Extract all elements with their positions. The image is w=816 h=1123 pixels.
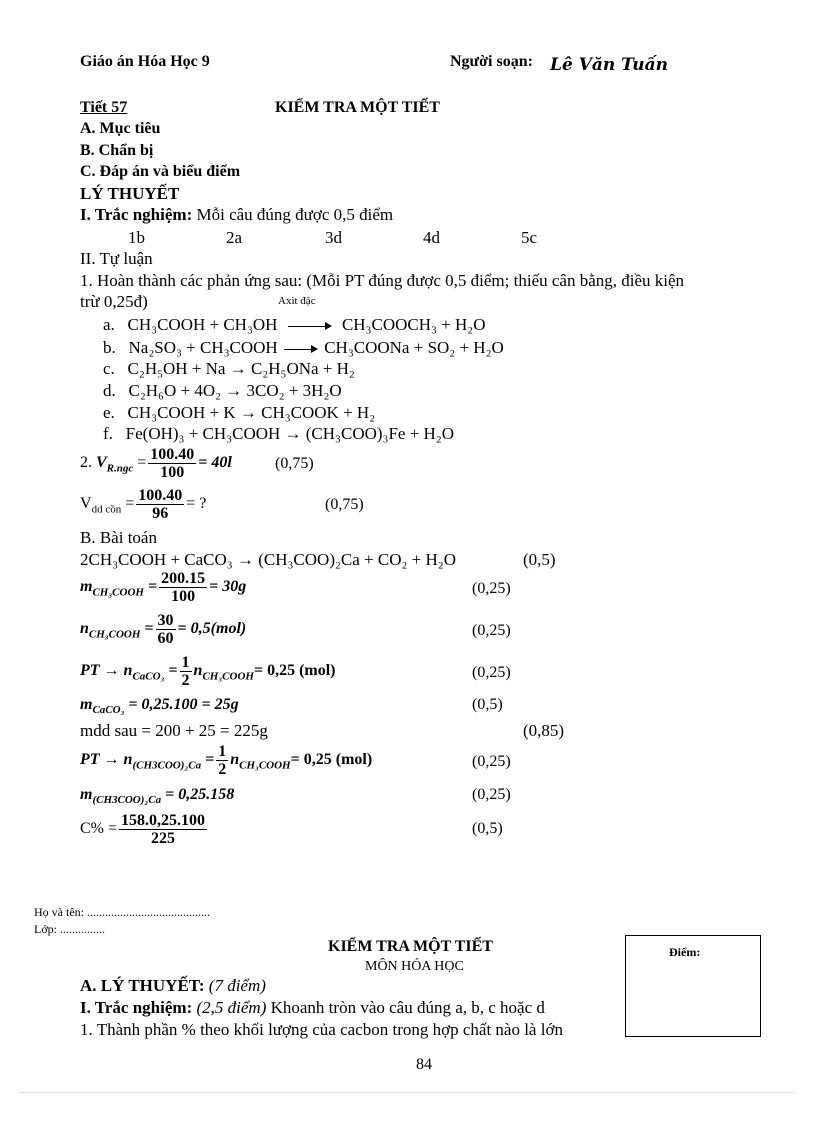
mc-instruction: Khoanh tròn vào câu đúng a, b, c hoặc d (266, 998, 545, 1017)
step-lhs: n (80, 620, 89, 638)
step-sub: CH₃COOH (92, 586, 144, 599)
reaction-left: Na₂SO₃ + CH₃COOH (128, 338, 278, 357)
step-eq: = (168, 662, 178, 680)
step-3-score: (0,25) (472, 664, 511, 681)
lesson-number: Tiết 57 (80, 99, 128, 116)
step-sub: (CH3COO)₂Ca (132, 759, 202, 772)
reaction-f (103, 424, 454, 444)
score-label: Điểm: (669, 945, 701, 959)
reaction-b (103, 338, 504, 358)
reaction-c (103, 359, 355, 379)
step-num: 200.15 (161, 570, 206, 587)
reaction-arrow-icon (284, 344, 318, 354)
theory-heading: LÝ THUYẾT (80, 184, 180, 203)
mc-label: I. Trắc nghiệm: (80, 205, 193, 224)
answer-5: 5c (521, 228, 538, 247)
step-eq: = (147, 578, 158, 596)
section-points: (7 điểm) (204, 976, 266, 995)
mc-label: I. Trắc nghiệm: (80, 998, 193, 1017)
step-2 (80, 612, 246, 647)
q2-score-1: (0,75) (275, 455, 314, 472)
q2-num: 100.40 (150, 446, 195, 463)
step-8 (80, 812, 209, 847)
q2-lhs: V (96, 454, 107, 472)
essay-q1-line2: trừ 0,25đ) (80, 292, 148, 311)
reaction-right: CH₃COONa + SO₂ + H₂O (324, 338, 504, 357)
reaction-left: CH₃COOH + CH₃OH (127, 315, 278, 334)
answer-4: 4d (423, 228, 440, 247)
step-5-score: (0,85) (523, 721, 565, 740)
header-title: Giáo án Hóa Học 9 (80, 53, 210, 70)
step-sub: CaCO₃ (132, 670, 165, 683)
step-num: 1 (181, 654, 190, 671)
q2-result: = 40l (198, 454, 232, 472)
step-result: n (230, 751, 240, 769)
exam-section-a (80, 976, 266, 996)
essay-heading: II. Tự luận (80, 249, 153, 268)
step-sub: (CH3COO)₂Ca (92, 794, 162, 807)
answer-2: 2a (226, 228, 243, 247)
step-1 (80, 570, 246, 605)
step-lhs: m (80, 578, 93, 596)
step-result-2: = 0,25 (mol) (290, 751, 373, 769)
step-7-score: (0,25) (472, 786, 511, 803)
reaction-a (103, 315, 486, 335)
step-num: 158.0,25.100 (121, 812, 206, 829)
step-result: = 30g (209, 578, 247, 596)
reaction-e (103, 403, 375, 423)
step-eq: = (205, 751, 215, 769)
section-b: B. Chẩn bị (80, 142, 154, 159)
class-line: Lớp: ............... (34, 922, 106, 936)
section-label: A. LÝ THUYẾT: (80, 976, 205, 995)
reaction-label: b. (103, 338, 116, 357)
q2-formula-1: 2. $V_{R.ngc}$ = $\frac{100.40}{100}$ = 40l (80, 446, 232, 481)
step-sub: CH₃COOH (88, 628, 141, 641)
condition-label: Axit đặc (278, 295, 316, 307)
reaction-label: f. (103, 424, 113, 443)
reaction-arrow-icon (288, 321, 332, 331)
q2-sub: R.ngc (106, 462, 134, 475)
problem-equation-score: (0,5) (523, 550, 556, 569)
step-lhs: PT → n (80, 751, 133, 769)
problem-equation: 2CH₃COOH + CaCO₃ → (CH₃COO)₂Ca + CO₂ + H₂O (80, 550, 456, 569)
step-num: 30 (157, 612, 174, 629)
exam-title: KIỂM TRA MỘT TIẾT (328, 938, 493, 955)
step-lhs: C% = (80, 820, 118, 838)
reaction-label: e. (103, 403, 115, 422)
q2-den: 100 (160, 464, 185, 481)
step-6-score: (0,25) (472, 753, 511, 770)
mc-points: (2,5 điểm) (192, 998, 267, 1017)
essay-q1-line1: 1. Hoàn thành các phản ứng sau: (Mỗi PT đúng được 0,5 điểm; thiếu cân bằng, điều kiện (80, 271, 685, 290)
step-6 (80, 743, 372, 778)
mc-line (80, 205, 393, 225)
answer-1: 1b (128, 228, 145, 247)
name-line: Họ và tên: ......................................... (34, 905, 210, 919)
lesson-title: KIỂM TRA MỘT TIẾT (275, 99, 440, 116)
step-den: 2 (218, 761, 227, 778)
step-result: n (193, 662, 203, 680)
page-number: 84 (416, 1056, 432, 1073)
step-den: 2 (181, 672, 190, 689)
section-a: A. Mục tiêu (80, 120, 161, 137)
step-lhs: PT → n (80, 662, 133, 680)
q2-sub: dd cồn (91, 503, 122, 516)
step-3 (80, 654, 336, 689)
step-5: mdd sau = 200 + 25 = 225g (80, 721, 268, 740)
step-1-score: (0,25) (472, 580, 511, 597)
step-den: 100 (171, 588, 196, 605)
problem-heading: B. Bài toán (80, 528, 157, 547)
reaction-text: C₂H₅OH + Na → C₂H₅ONa + H₂ (127, 359, 355, 378)
exam-subtitle: MÔN HÓA HỌC (365, 959, 464, 974)
step-num: 1 (218, 743, 227, 760)
reaction-label: d. (103, 381, 116, 400)
step-8-score: (0,5) (472, 820, 503, 837)
q2-lhs: V (80, 495, 92, 513)
q2-den: 96 (152, 505, 169, 522)
reaction-text: Fe(OH)₃ + CH₃COOH → (CH₃COO)₃Fe + H₂O (125, 424, 455, 443)
section-c: C. Đáp án và biểu điểm (80, 163, 241, 180)
answer-3: 3d (325, 228, 342, 247)
q2-score-2: (0,75) (325, 496, 364, 513)
reaction-text: CH₃COOH + K → CH₃COOK + H₂ (127, 403, 376, 422)
step-eq: = (144, 620, 154, 638)
reaction-label: c. (103, 359, 115, 378)
q2-result: = ? (186, 495, 207, 513)
exam-question-1: 1. Thành phần % theo khối lượng của cacbon trong hợp chất nào là lớn (80, 1020, 563, 1039)
author-signature: Lê Văn Tuấn (550, 55, 668, 75)
q2-prefix: 2. (80, 454, 92, 472)
step-result: = 0,5(mol) (177, 620, 247, 638)
page-bottom-divider (20, 1092, 796, 1093)
mc-text: Mỗi câu đúng được 0,5 điểm (192, 205, 394, 224)
step-result-sub: CH₃COOH (239, 759, 291, 772)
step-den: 60 (157, 630, 174, 647)
reaction-right: CH₃COOCH₃ + H₂O (341, 315, 486, 334)
reaction-text: C₂H₆O + 4O₂ → 3CO₂ + 3H₂O (128, 381, 342, 400)
step-2-score: (0,25) (472, 622, 511, 639)
score-box[interactable] (625, 935, 761, 1037)
step-text: m (80, 786, 93, 803)
step-result-sub: CH₃COOH (202, 670, 254, 683)
step-den: 225 (151, 830, 176, 847)
step-7 (80, 786, 234, 806)
q2-formula-2: $V_{dd cồn}$ = $\frac{100.40}{96}$ = ? (80, 487, 207, 522)
reaction-d (103, 381, 342, 401)
author-label: Người soạn: (450, 53, 533, 70)
q2-num: 100.40 (138, 487, 183, 504)
step-4-score: (0,5) (472, 696, 503, 713)
step-4 (80, 696, 239, 716)
step-result: = 0,25.158 (165, 786, 235, 803)
exam-mc-line (80, 998, 545, 1018)
step-result-2: = 0,25 (mol) (253, 662, 336, 680)
step-text: m (80, 696, 93, 713)
step-result: = 0,25.100 = 25g (128, 696, 239, 713)
reaction-label: a. (103, 315, 115, 334)
step-sub: CaCO₃ (92, 704, 125, 717)
